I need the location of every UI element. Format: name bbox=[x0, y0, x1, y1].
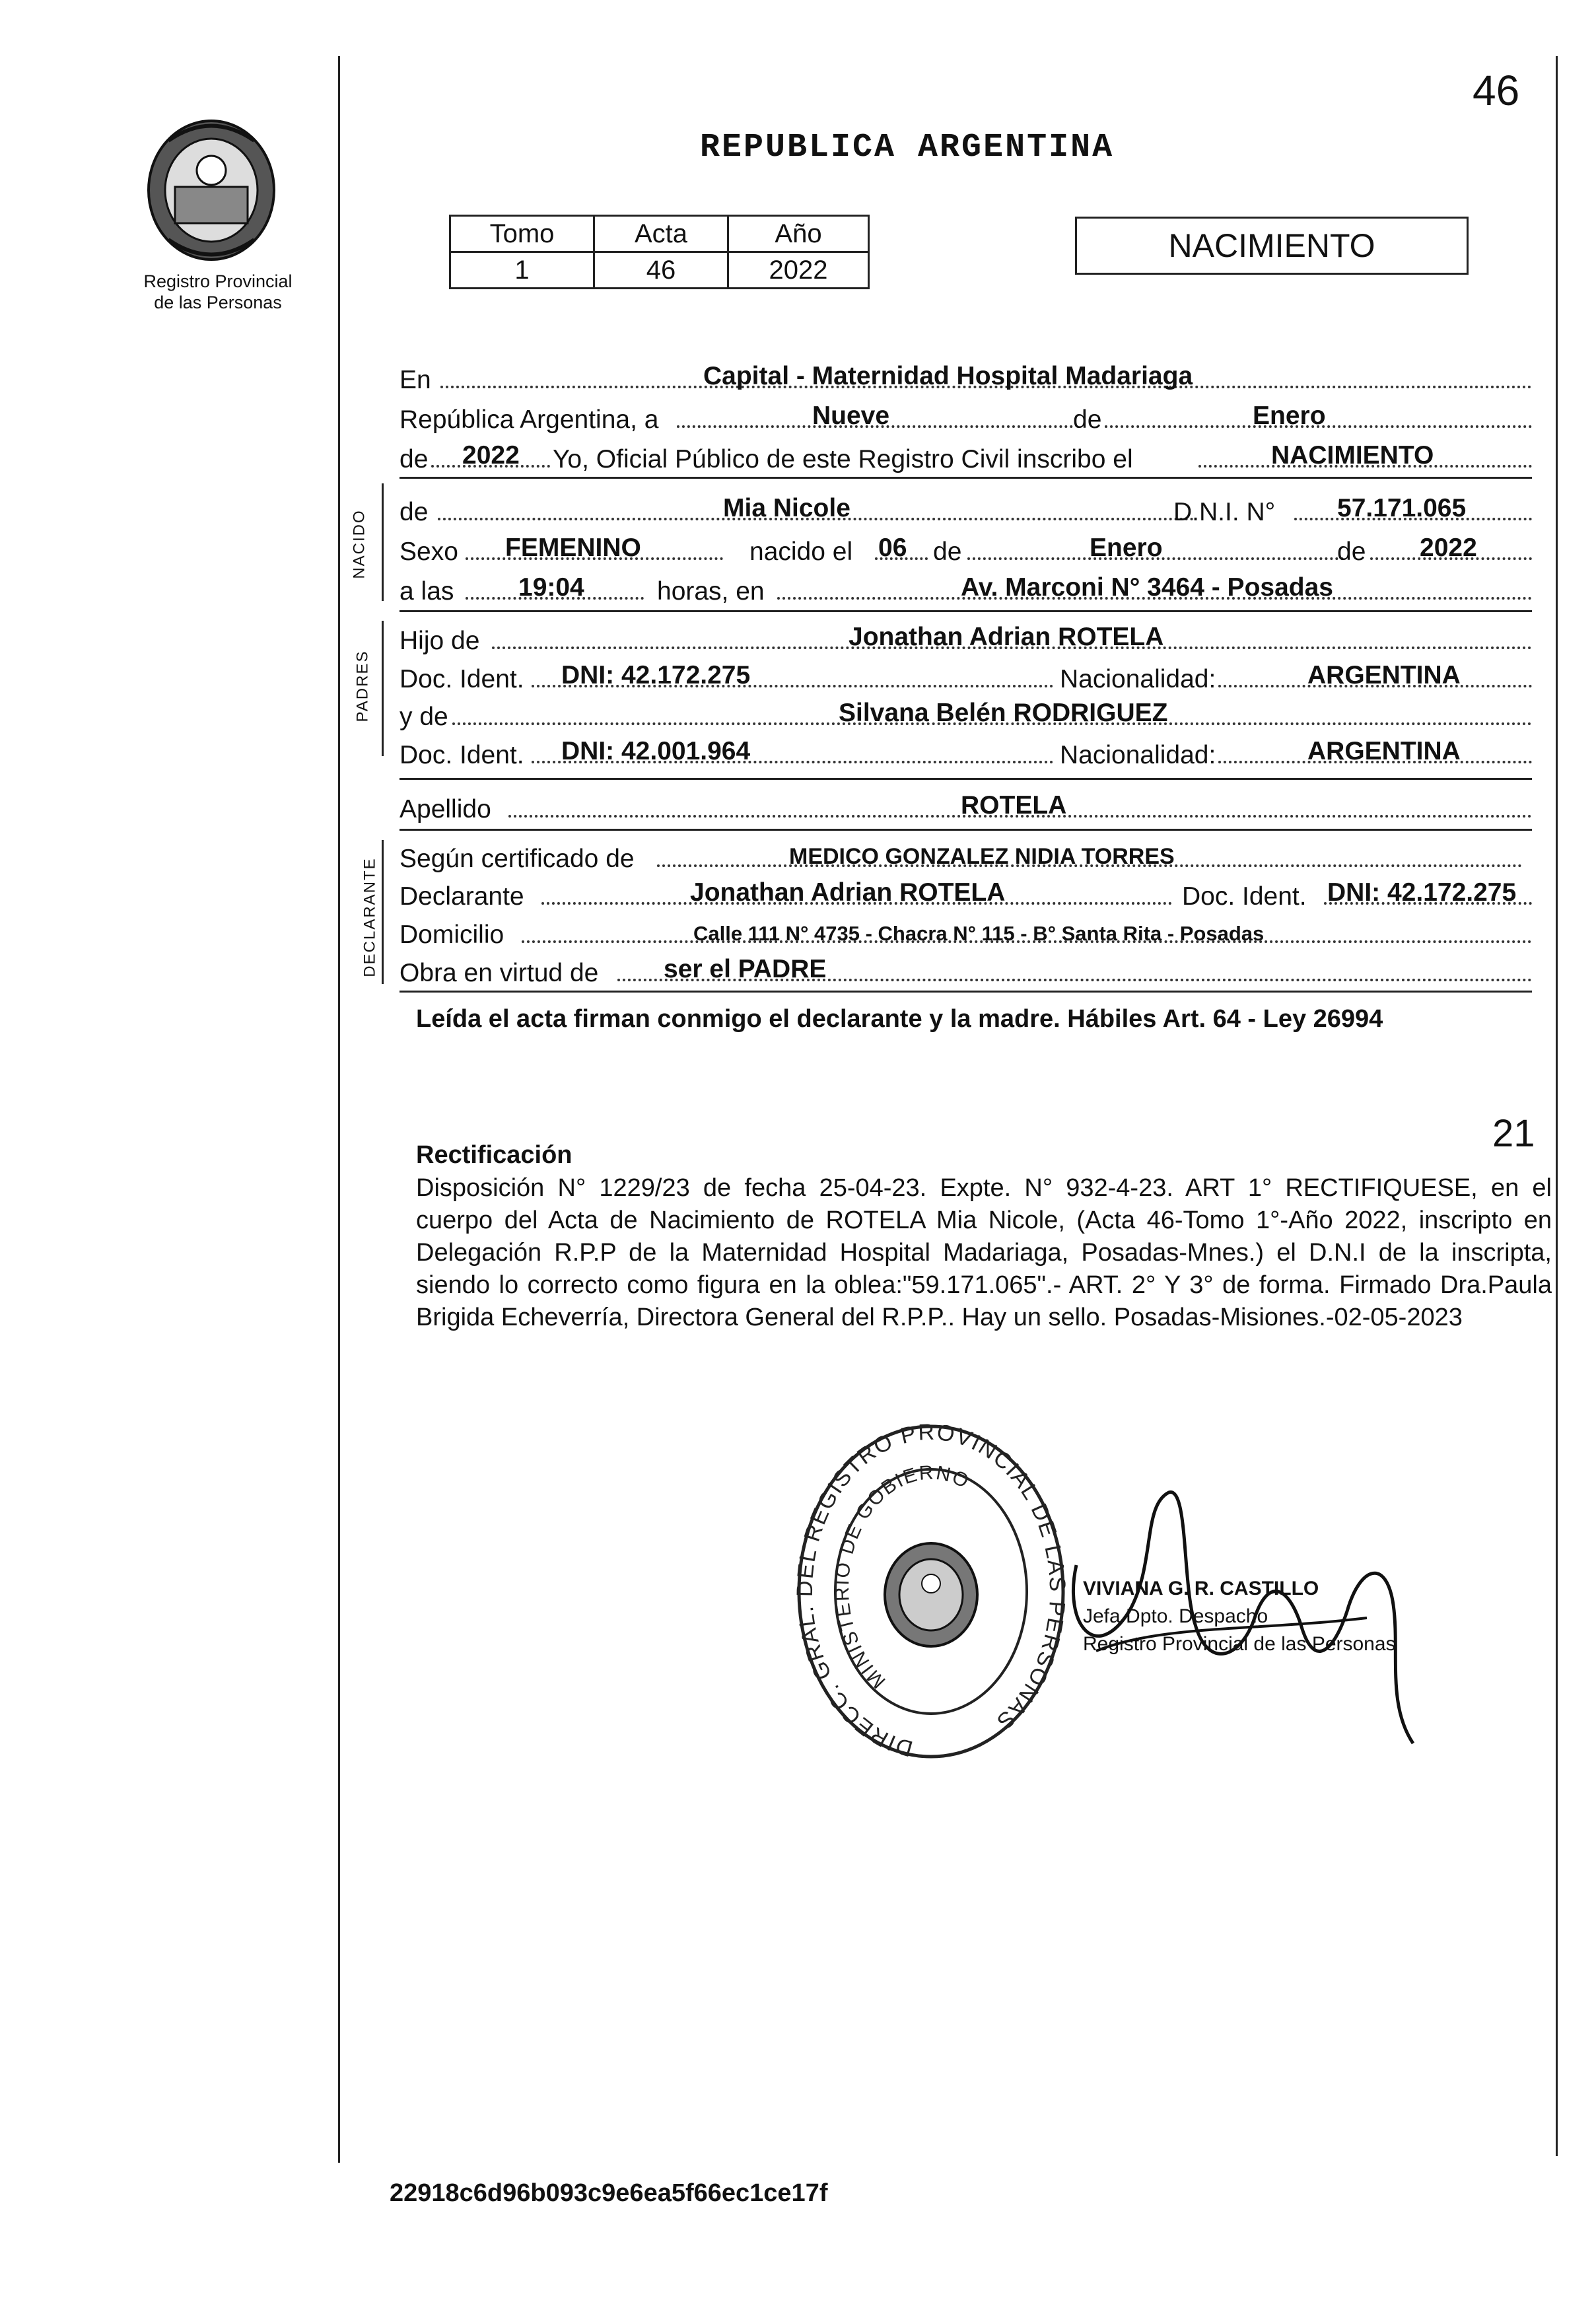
section-rule bbox=[399, 991, 1532, 993]
province-coat-of-arms-logo bbox=[129, 111, 294, 269]
row-father-doc bbox=[399, 656, 1532, 694]
row-time-place bbox=[399, 568, 1532, 606]
section-label-nacido: NACIDO bbox=[350, 509, 368, 579]
label-en: En bbox=[399, 366, 431, 394]
label-domicilio: Domicilio bbox=[399, 921, 504, 949]
value-month: Enero bbox=[1253, 402, 1326, 430]
section-rule bbox=[399, 778, 1532, 780]
label-de: de bbox=[399, 498, 429, 526]
label-de: de bbox=[933, 538, 962, 566]
registry-header-tomo: Tomo bbox=[450, 216, 594, 252]
label-horas-en: horas, en bbox=[657, 577, 765, 606]
row-mother bbox=[399, 693, 1532, 732]
value-mother: Silvana Belén RODRIGUEZ bbox=[839, 699, 1168, 727]
closing-statement: Leída el acta firman conmigo el declarante y la madre. Hábiles Art. 64 - Ley 26994 bbox=[416, 1005, 1383, 1033]
label-doc-ident: Doc. Ident. bbox=[1182, 882, 1307, 911]
row-place bbox=[399, 357, 1532, 395]
value-father-doc: DNI: 42.172.275 bbox=[561, 661, 751, 689]
value-name: Mia Nicole bbox=[723, 494, 850, 522]
document-hash: 22918c6d96b093c9e6ea5f66ec1ce17f bbox=[390, 2179, 828, 2207]
section-bracket bbox=[382, 621, 384, 756]
registry-value-row bbox=[450, 252, 869, 289]
row-father bbox=[399, 617, 1532, 656]
section-label-padres: PADRES bbox=[353, 650, 372, 722]
logo-caption bbox=[119, 271, 317, 313]
seal-inner-text: MINISTERIO DE GOBIERNO bbox=[831, 1461, 973, 1693]
registry-value-acta: 46 bbox=[594, 252, 728, 289]
label-de: de bbox=[1073, 405, 1102, 434]
value-capacity: ser el PADRE bbox=[664, 955, 827, 983]
value-dni: 57.171.065 bbox=[1337, 494, 1467, 522]
section-rule bbox=[399, 829, 1532, 831]
value-sex: FEMENINO bbox=[505, 534, 641, 562]
label-sexo: Sexo bbox=[399, 538, 458, 566]
right-margin-line bbox=[1556, 56, 1558, 2156]
value-place: Capital - Maternidad Hospital Madariaga bbox=[703, 362, 1193, 390]
section-rule bbox=[399, 610, 1532, 612]
registry-header-ano: Año bbox=[728, 216, 869, 252]
value-birth-year: 2022 bbox=[1420, 534, 1477, 562]
value-year: 2022 bbox=[462, 441, 520, 470]
section-bracket bbox=[382, 483, 384, 601]
signatory-name: VIVIANA G. R. CASTILLO bbox=[1083, 1578, 1319, 1599]
row-capacity bbox=[399, 950, 1532, 988]
label-nacionalidad: Nacionalidad: bbox=[1060, 741, 1216, 769]
act-type-box: NACIMIENTO bbox=[1075, 217, 1469, 275]
section-label-declarante: DECLARANTE bbox=[361, 857, 379, 977]
registry-value-ano: 2022 bbox=[728, 252, 869, 289]
section-rule bbox=[399, 477, 1532, 479]
label-yo: Yo, Oficial Público de este Registro Civil inscribo el bbox=[553, 445, 1133, 473]
label-de: de bbox=[1337, 538, 1366, 566]
signatory-office: Registro Provincial de las Personas bbox=[1083, 1633, 1396, 1655]
rectification-title: Rectificación bbox=[416, 1141, 572, 1169]
registry-table bbox=[449, 215, 870, 289]
value-surname: ROTELA bbox=[961, 791, 1067, 820]
row-date bbox=[399, 396, 1532, 435]
section-bracket bbox=[382, 840, 384, 984]
label-declarante: Declarante bbox=[399, 882, 524, 911]
label-dni: D.N.I. N° bbox=[1173, 498, 1276, 526]
value-day: Nueve bbox=[812, 402, 890, 430]
value-mother-nationality: ARGENTINA bbox=[1307, 737, 1461, 765]
label-hijo-de: Hijo de bbox=[399, 627, 480, 655]
logo-caption-line-1: Registro Provincial bbox=[143, 271, 293, 291]
rectification-body: Disposición N° 1229/23 de fecha 25-04-23. Expte. N° 932-4-23. ART 1° RECTIFIQUESE, en el cuerpo del Acta de Nacimiento de ROTELA Mia Nicole, (Acta 46-Tomo 1°-Año 2022, inscripto en Delegación R.P.P de la Maternidad Hospital Madariaga, Posadas-Mnes.) el D.N.I de la inscripta, siendo lo correcto como figura en la oblea:"59.171.065".- ART. 2° Y 3° de forma. Firmado Dra.Paula Brigida Echeverría, Directora General del R.P.P.. Hay un sello. Posadas-Misiones.-02-05-2023 bbox=[416, 1174, 1552, 1331]
registry-header-row bbox=[450, 216, 869, 252]
value-domicile: Calle 111 N° 4735 - Chacra N° 115 - B° Santa Rita - Posadas bbox=[693, 922, 1265, 945]
value-declarant: Jonathan Adrian ROTELA bbox=[690, 878, 1006, 907]
value-certificate: MEDICO GONZALEZ NIDIA TORRES bbox=[789, 844, 1175, 869]
value-declarant-doc: DNI: 42.172.275 bbox=[1327, 878, 1517, 907]
label-nacido-el: nacido el bbox=[749, 538, 853, 566]
value-mother-doc: DNI: 42.001.964 bbox=[561, 737, 751, 765]
logo-caption-line-2: de las Personas bbox=[154, 293, 282, 312]
label-doc-ident: Doc. Ident. bbox=[399, 665, 524, 693]
label-republica: República Argentina, a bbox=[399, 405, 659, 434]
label-de: de bbox=[399, 445, 429, 473]
left-margin-line bbox=[338, 56, 340, 2163]
row-declarant bbox=[399, 873, 1532, 911]
seal-outer-text: DIRECC. GRAL. DEL REGISTRO PROVINCIAL DE LAS PERSONAS bbox=[792, 1419, 1070, 1762]
row-mother-doc bbox=[399, 732, 1532, 770]
side-number: 21 bbox=[1492, 1112, 1535, 1155]
label-a-las: a las bbox=[399, 577, 454, 606]
row-surname bbox=[399, 786, 1532, 824]
label-nacionalidad: Nacionalidad: bbox=[1060, 665, 1216, 693]
value-birth-month: Enero bbox=[1090, 534, 1163, 562]
value-father-nationality: ARGENTINA bbox=[1307, 661, 1461, 689]
row-certificate bbox=[399, 835, 1532, 874]
value-time: 19:04 bbox=[518, 573, 584, 602]
label-segun: Según certificado de bbox=[399, 845, 635, 873]
page-number: 46 bbox=[1473, 67, 1520, 114]
row-sex-birth bbox=[399, 528, 1532, 567]
row-domicile bbox=[399, 911, 1532, 950]
row-name bbox=[399, 489, 1532, 527]
value-act: NACIMIENTO bbox=[1271, 441, 1434, 470]
registry-header-acta: Acta bbox=[594, 216, 728, 252]
row-year-act bbox=[399, 436, 1532, 474]
signatory-block bbox=[1083, 1575, 1396, 1658]
country-title: REPUBLICA ARGENTINA bbox=[700, 129, 1115, 166]
official-seal-stamp bbox=[792, 1413, 1070, 1783]
value-birth-day: 06 bbox=[878, 534, 907, 562]
label-apellido: Apellido bbox=[399, 795, 491, 823]
value-address: Av. Marconi N° 3464 - Posadas bbox=[961, 573, 1333, 602]
registry-value-tomo: 1 bbox=[450, 252, 594, 289]
label-y-de: y de bbox=[399, 703, 448, 731]
label-doc-ident: Doc. Ident. bbox=[399, 741, 524, 769]
label-obra: Obra en virtud de bbox=[399, 959, 599, 987]
value-father: Jonathan Adrian ROTELA bbox=[849, 623, 1164, 651]
signatory-title: Jefa Dpto. Despacho bbox=[1083, 1605, 1268, 1627]
